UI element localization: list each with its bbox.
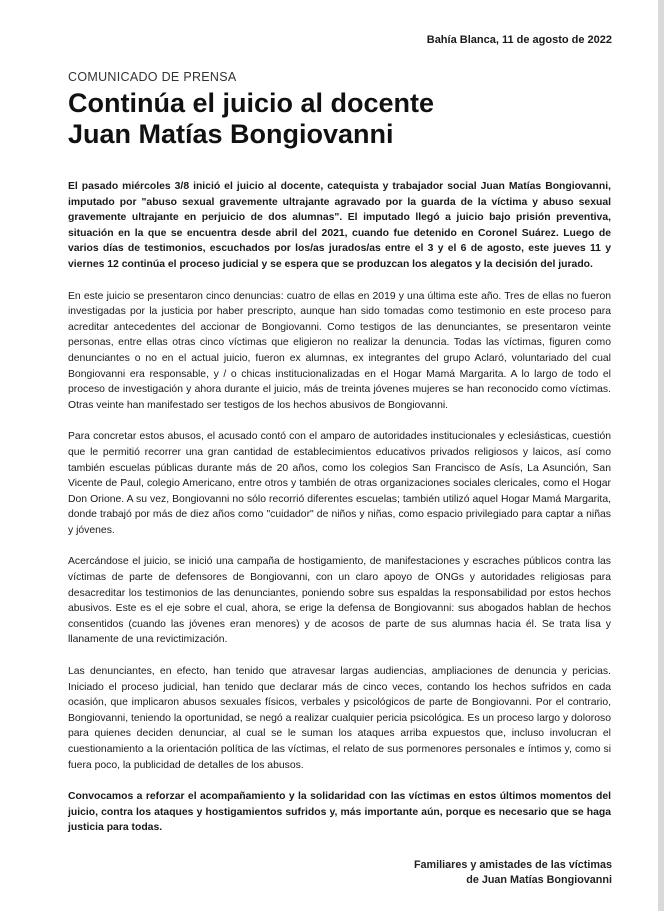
title-line-2: Juan Matías Bongiovanni: [68, 119, 394, 149]
lead-paragraph: El pasado miércoles 3/8 inició el juicio al docente, catequista y trabajador social Juan Matías Bongiovanni, imputado por "abuso sexual gravemente ultrajante agravado por la guarda de la víctima y abuso sexual gravemente ultrajante en perjuicio de dos alumnas". El imputado llegó a juicio bajo prisión preventiva, situación en la que se encuentra desde abril del 2021, cuando fue detenido en Coronel Suárez. Luego de varios días de testimonios, escuchados por los/as jurados/as entre el 3 y el 6 de agosto, este jueves 11 y viernes 12 continúa el proceso judicial y se espera que se produzcan los alegatos y la decisión del jurado.: [68, 181, 611, 270]
body-paragraph: Para concretar estos abusos, el acusado contó con el amparo de autoridades institucionales y eclesiásticas, cuestión que le permitió recorrer una gran cantidad de establecimientos educativos privados religiosos y laicos, así como también escuelas públicas durante más de 20 años, como los colegios San Francisco de Asís, La Asunción, San Vicente de Paul, colegio Americano, entre otros y también de otras organizaciones sociales clericales, como el Hogar Don Orione. A su vez, Bongiovanni no sólo recorrió diferentes escuelas; también utilizó aquel Hogar Mamá Margarita, donde trabajó por más de diez años como "cuidador" de niños y niñas, como espacio privilegiado para captar a niñas y jóvenes.: [68, 431, 611, 536]
closing-paragraph: Convocamos a reforzar el acompañamiento y la solidaridad con las víctimas en estos últimos momentos del juicio, contra los ataques y hostigamientos sufridos y, más importante aún, porque es necesario que se haga justicia para todas.: [68, 791, 611, 834]
body-paragraph: Las denunciantes, en efecto, han tenido que atravesar largas audiencias, ampliaciones de denuncia y pericias. Iniciado el proceso judicial, han tenido que declarar más de cinco veces, contando los hechos sufridos en cada ocasión, que implicaron abusos sexuales físicos, verbales y psicológicos de parte de Bongiovanni. Por el contrario, Bongiovanni, teniendo la oportunidad, se negó a realizar cualquier pericia psicológica. Es un proceso largo y doloroso para quienes deciden denunciar, al cual se le suman los ataques arriba expuestos que, incluso involucran el cuestionamiento a la orientación política de las víctimas, el relato de sus pormenores personales e íntimos y, como si fuera poco, la publicidad de detalles de los abusos.: [68, 666, 611, 771]
dateline: Bahía Blanca, 11 de agosto de 2022: [426, 34, 612, 46]
body-paragraph: Acercándose el juicio, se inició una campaña de hostigamiento, de manifestaciones y escraches públicos contra las víctimas de parte de defensores de Bongiovanni, con un claro apoyo de ONGs y autoridades religiosas para desacreditar los testimonios de las denunciantes, poniendo sobre sus espaldas la responsabilidad por estos hechos abusivos. Este es el eje sobre el cual, ahora, se erige la defensa de Bongiovanni: sus abogados hablan de hechos consentidos (cuando las jóvenes eran menores) y de acosos de parte de sus alumnas hacia él. Se trata lisa y llanamente de una revictimización.: [68, 556, 611, 646]
signature: [414, 858, 612, 888]
signature-line-1: Familiares y amistades de las víctimas: [413, 859, 612, 871]
body-paragraph: En este juicio se presentaron cinco denuncias: cuatro de ellas en 2019 y una última este año. Tres de ellas no fueron investigadas por la justicia por haber prescripto, aunque han sido tomadas como testimonio en este proceso para acreditar antecedentes del accionar de Bongiovanni. Como testigos de las denunciantes, se presentaron veinte personas, entre ellas otras cinco víctimas que eligieron no realizar la denuncia. Todas las víctimas, figuren como denunciantes o no en el actual juicio, fueron ex alumnas, ex integrantes del grupo Aclaró, voluntariado del cual Bongiovanni era responsable, y / o chicas institucionalizadas en el Hogar Mamá Margarita. A lo largo de todo el proceso de investigación y ahora durante el juicio, más de treinta jóvenes mujeres se han reconocido como víctimas. Otras veinte han manifestado ser testigos de los hechos abusivos de Bongiovanni.: [68, 290, 611, 411]
press-release-kicker: COMUNICADO DE PRENSA: [68, 70, 237, 84]
signature-line-2: de Juan Matías Bongiovanni: [466, 874, 612, 886]
page-title: [68, 88, 608, 150]
title-line-1: Continúa el juicio al docente: [68, 88, 435, 118]
body-text: [68, 179, 611, 852]
